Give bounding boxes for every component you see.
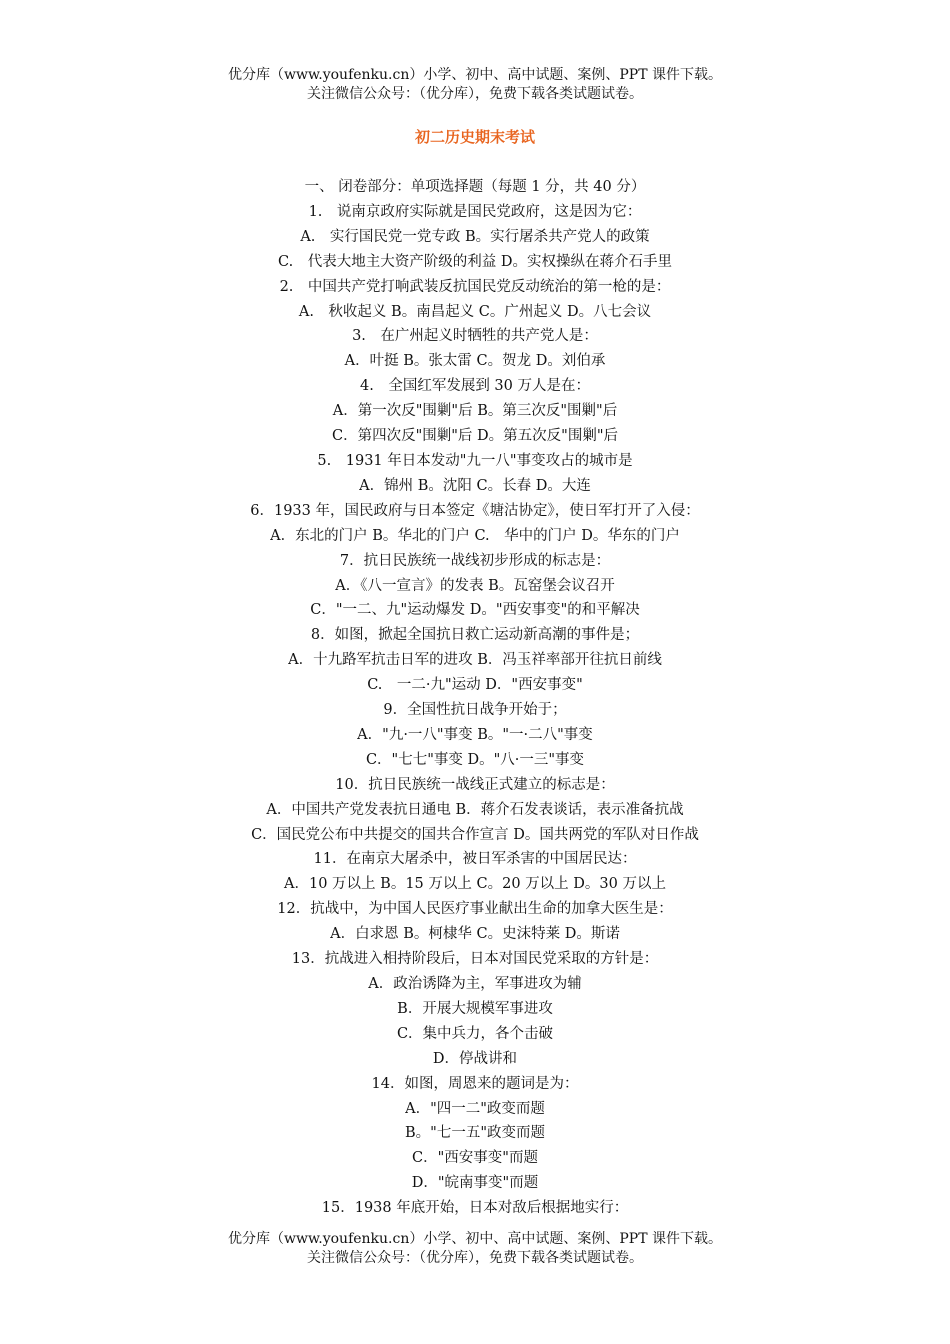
question-line: B．开展大规模军事进攻 xyxy=(397,1000,553,1017)
header-line-2: 关注微信公众号：（优分库），免费下载各类试题试卷。 xyxy=(307,86,643,102)
question-line: A．中国共产党发表抗日通电 B．蒋介石发表谈话，表示准备抗战 xyxy=(266,801,684,818)
question-line: C．"西安事变"而题 xyxy=(412,1150,538,1167)
question-line: A．锦州 B。沈阳 C。长春 D。大连 xyxy=(359,477,591,494)
question-line: A．政治诱降为主，军事进攻为辅 xyxy=(368,976,582,992)
question-line: 9．全国性抗日战争开始于； xyxy=(383,702,567,719)
question-line: A. 实行国民党一党专政 B。实行屠杀共产党人的政策 xyxy=(300,228,650,245)
question-line: 14．如图，周恩来的题词是为： xyxy=(371,1075,579,1092)
question-line: 10．抗日民族统一战线正式建立的标志是： xyxy=(335,776,615,793)
question-line: C．"一二、九"运动爆发 D。"西安事变"的和平解决 xyxy=(310,602,640,619)
question-line: 5. 1931 年日本发动"九一八"事变攻占的城市是 xyxy=(317,452,633,469)
question-line: A．"四一二"政变而题 xyxy=(405,1100,545,1117)
question-line: A．东北的门户 B。华北的门户 C. 华中的门户 D。华东的门户 xyxy=(270,527,680,544)
question-line: 11．在南京大屠杀中，被日军杀害的中国居民达： xyxy=(313,851,637,868)
exam-questions xyxy=(0,175,950,1221)
question-line: D．停战讲和 xyxy=(432,1050,518,1067)
question-line: C．集中兵力，各个击破 xyxy=(396,1025,554,1042)
exam-title: 初二历史期末考试 xyxy=(414,128,535,146)
question-line: 一、 闭卷部分：单项选择题（每题 1 分，共 40 分） xyxy=(304,179,646,195)
question-line: A．"九·一八"事变 B。"一·二八"事变 xyxy=(357,726,593,743)
question-line: 4. 全国红军发展到 30 万人是在： xyxy=(359,378,590,395)
question-line: B。"七一五"政变而题 xyxy=(405,1125,545,1142)
page-footer xyxy=(0,1230,950,1268)
question-line: A．叶挺 B。张太雷 C。贺龙 D。刘伯承 xyxy=(344,353,606,370)
footer-line-2: 关注微信公众号：（优分库），免费下载各类试题试卷。 xyxy=(307,1250,643,1266)
question-line: A．十九路军抗击日军的进攻 B．冯玉祥率部开往抗日前线 xyxy=(288,652,662,669)
question-line: A．白求恩 B。柯棣华 C。史沫特莱 D。斯诺 xyxy=(330,926,620,943)
question-line: 13．抗战进入相持阶段后，日本对国民党采取的方针是： xyxy=(291,951,659,968)
question-line: 15．1938 年底开始，日本对敌后根据地实行： xyxy=(321,1200,629,1217)
question-line: 3. 在广州起义时牺牲的共产党人是： xyxy=(352,328,598,345)
footer-line-1: 优分库（www.youfenku.cn）小学、初中、高中试题、案例、PPT 课件下载。 xyxy=(227,1231,722,1247)
question-line: C．"七七"事变 D。"八·一三"事变 xyxy=(365,751,585,768)
question-line: A．10 万以上 B。15 万以上 C。20 万以上 D。30 万以上 xyxy=(284,876,666,893)
question-line: 2. 中国共产党打响武装反抗国民党反动统治的第一枪的是： xyxy=(279,278,671,295)
header-line-1: 优分库（www.youfenku.cn）小学、初中、高中试题、案例、PPT 课件下载。 xyxy=(227,67,722,83)
page-header xyxy=(0,66,950,104)
question-line: C．第四次反"围剿"后 D。第五次反"围剿"后 xyxy=(331,428,618,445)
question-line: C. 一二·九"运动 D．"西安事变" xyxy=(367,677,583,694)
question-line: A．《八一宣言》的发表 B。瓦窑堡会议召开 xyxy=(335,577,615,594)
question-line: C. 代表大地主大资产阶级的利益 D。实权操纵在蒋介石手里 xyxy=(278,253,672,270)
question-line: A．第一次反"围剿"后 B。第三次反"围剿"后 xyxy=(332,403,618,420)
question-line: D．"皖南事变"而题 xyxy=(411,1175,539,1192)
question-line: 7．抗日民族统一战线初步形成的标志是： xyxy=(339,552,611,569)
question-line: 6．1933 年，国民政府与日本签定《塘沽协定》，使日军打开了入侵： xyxy=(250,502,700,519)
question-line: 12．抗战中，为中国人民医疗事业献出生命的加拿大医生是： xyxy=(277,901,673,918)
question-line: C．国民党公布中共提交的国共合作宣言 D。国共两党的军队对日作战 xyxy=(251,826,699,843)
question-line: 8．如图，掀起全国抗日救亡运动新高潮的事件是； xyxy=(310,627,640,644)
question-line: 1. 说南京政府实际就是国民党政府，这是因为它： xyxy=(308,203,642,220)
question-line: A. 秋收起义 B。南昌起义 C。广州起义 D。八七会议 xyxy=(298,303,652,320)
